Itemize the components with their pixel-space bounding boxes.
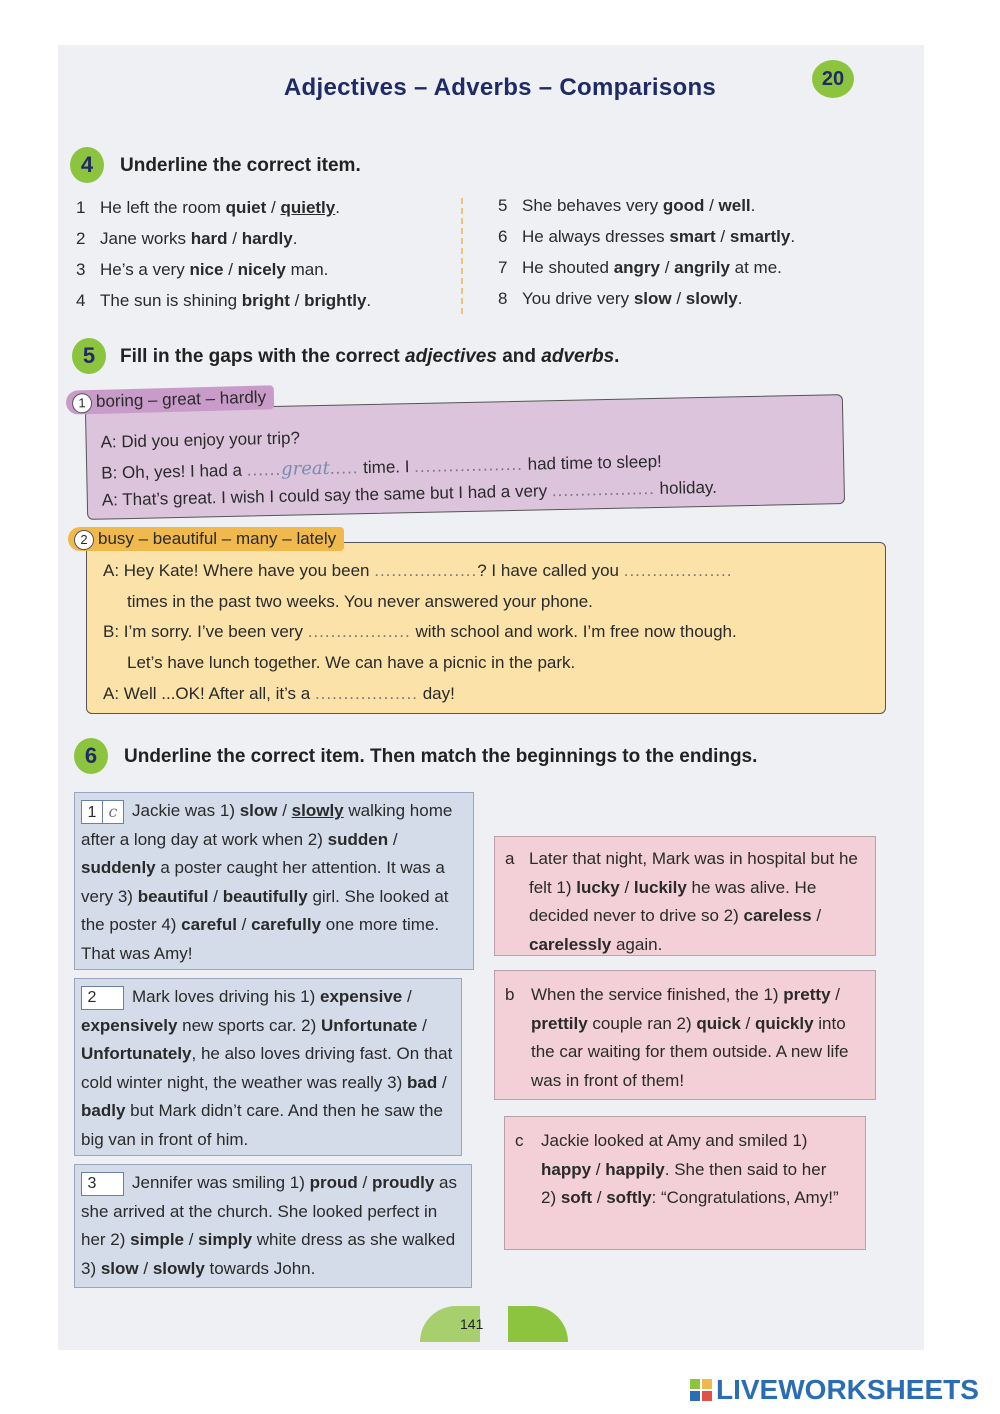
option-b[interactable]: brightly <box>304 291 367 310</box>
exercise-4-instruction: Underline the correct item. <box>120 155 361 176</box>
item-number: 6 <box>498 227 508 246</box>
item-number: 7 <box>498 258 508 277</box>
ex4-item: 5 She behaves very good / well. <box>498 196 756 215</box>
dialogue-line: A: Hey Kate! Where have you been ..................? I have called you ................... <box>103 561 733 580</box>
exercise-6-instruction: Underline the correct item. Then match the beginnings to the endings. <box>124 746 758 767</box>
option-a[interactable]: nice <box>189 260 224 279</box>
dialogue-line: Let’s have lunch together. We can have a picnic in the park. <box>127 653 576 672</box>
item-number: 3 <box>76 260 86 279</box>
exercise-5-badge: 5 <box>72 338 106 374</box>
gap-field[interactable]: ................... <box>623 561 733 580</box>
story-beginning-3: 3 Jennifer was smiling 1) proud / proudly as she arrived at the church. She looked perfect in her 2) simple / simply white dress as she walked 3) slow / slowly towards John. <box>74 1164 472 1288</box>
item-number: 1 <box>76 198 86 217</box>
ex4-item: 1 He left the room quiet / quietly. <box>76 198 340 217</box>
option-b[interactable]: smartly <box>729 227 791 246</box>
option-b[interactable]: slowly <box>685 289 738 308</box>
ex4-item: 7 He shouted angry / angrily at me. <box>498 258 782 277</box>
ending-letter: c <box>515 1131 524 1150</box>
dialogue-line: B: Oh, yes! I had a ......great..... time. I ................... had time to sleep! <box>101 451 662 483</box>
option-b[interactable]: hardly <box>241 229 293 248</box>
story-ending-b: b When the service finished, the 1) pretty / prettily couple ran 2) quick / quickly into the car waiting for them outside. A new life was in front of them! <box>494 970 876 1100</box>
gap-field[interactable]: .................. <box>314 684 418 703</box>
option-b[interactable]: well <box>718 196 751 215</box>
dialogue-line: A: That’s great. I wish I could say the same but I had a very .................. holiday. <box>101 477 718 510</box>
word-bank-1: 1 boring – great – hardly <box>66 385 275 414</box>
story-ending-c: c Jackie looked at Amy and smiled 1) happy / happily. She then said to her 2) soft / softly: “Congratulations, Amy!” <box>504 1116 866 1250</box>
dialogue-box-1 <box>85 394 845 520</box>
dialogue-line: A: Well ...OK! After all, it’s a .................. day! <box>103 684 455 703</box>
dialogue-box-2 <box>86 542 886 714</box>
exercise-4-badge: 4 <box>70 147 104 183</box>
story-beginning-1: 1 c Jackie was 1) slow / slowly walking home after a long day at work when 2) sudden / suddenly a poster caught her attention. It was a very 3) beautiful / beautifully girl. She looked at the poster 4) careful / carefully one more time. That was Amy! <box>74 792 474 970</box>
ex4-item: 2 Jane works hard / hardly. <box>76 229 298 248</box>
ending-letter: a <box>505 849 515 868</box>
dialogue-line: A: Did you enjoy your trip? <box>100 428 301 452</box>
option-b[interactable]: quietly <box>280 198 336 217</box>
ex4-item: 4 The sun is shining bright / brightly. <box>76 291 372 310</box>
option-b[interactable]: nicely <box>237 260 286 279</box>
ex4-item: 3 He’s a very nice / nicely man. <box>76 260 329 279</box>
page-title: Adjectives – Adverbs – Comparisons <box>283 74 717 101</box>
column-divider <box>461 198 463 314</box>
option-b[interactable]: angrily <box>674 258 730 277</box>
item-number: 4 <box>76 291 86 310</box>
option-a[interactable]: angry <box>613 258 660 277</box>
gap-answer[interactable]: great <box>280 457 331 480</box>
liveworksheets-logo: LIVEWORKSHEETS <box>690 1374 979 1406</box>
match-box[interactable]: 1 c <box>81 800 124 824</box>
match-box[interactable]: 3 <box>81 1172 124 1196</box>
exercise-5-instruction: Fill in the gaps with the correct adjectives and adverbs. <box>120 346 620 367</box>
match-box[interactable]: 2 <box>81 986 124 1010</box>
item-number: 2 <box>76 229 86 248</box>
story-ending-a: a Later that night, Mark was in hospital but he felt 1) lucky / luckily he was alive. He decided never to drive so 2) careless / carelessly again. <box>494 836 876 956</box>
gap-field[interactable]: .................. <box>374 561 478 580</box>
option-a[interactable]: smart <box>669 227 716 246</box>
page-number: 141 <box>460 1316 484 1332</box>
liveworksheets-icon <box>690 1379 712 1401</box>
gap-field[interactable]: .................. <box>307 622 411 641</box>
dialogue-line: B: I’m sorry. I’ve been very .................. with school and work. I’m free now though. <box>103 622 737 641</box>
option-a[interactable]: bright <box>241 291 290 310</box>
option-a[interactable]: good <box>662 196 705 215</box>
ex4-item: 6 He always dresses smart / smartly. <box>498 227 796 246</box>
match-answer: c <box>102 801 123 823</box>
option-a[interactable]: quiet <box>225 198 267 217</box>
option-a[interactable]: slow <box>633 289 672 308</box>
dialogue-line: times in the past two weeks. You never answered your phone. <box>127 592 593 611</box>
story-beginning-2: 2 Mark loves driving his 1) expensive / expensively new sports car. 2) Unfortunate / Unfortunately, he also loves driving fast. On that cold winter night, the weather was really 3) bad / badly but Mark didn’t care. And then he saw the big van in front of him. <box>74 978 462 1156</box>
word-bank-2: 2 busy – beautiful – many – lately <box>68 527 344 551</box>
exercise-6-badge: 6 <box>74 738 108 774</box>
unit-badge: 20 <box>812 60 854 98</box>
ex4-item: 8 You drive very slow / slowly. <box>498 289 743 308</box>
gap-field[interactable]: ................... <box>413 454 524 477</box>
item-number: 5 <box>498 196 508 215</box>
item-number: 8 <box>498 289 508 308</box>
option-a[interactable]: hard <box>190 229 228 248</box>
ending-letter: b <box>505 985 515 1004</box>
gap-field[interactable]: .................. <box>551 479 656 501</box>
